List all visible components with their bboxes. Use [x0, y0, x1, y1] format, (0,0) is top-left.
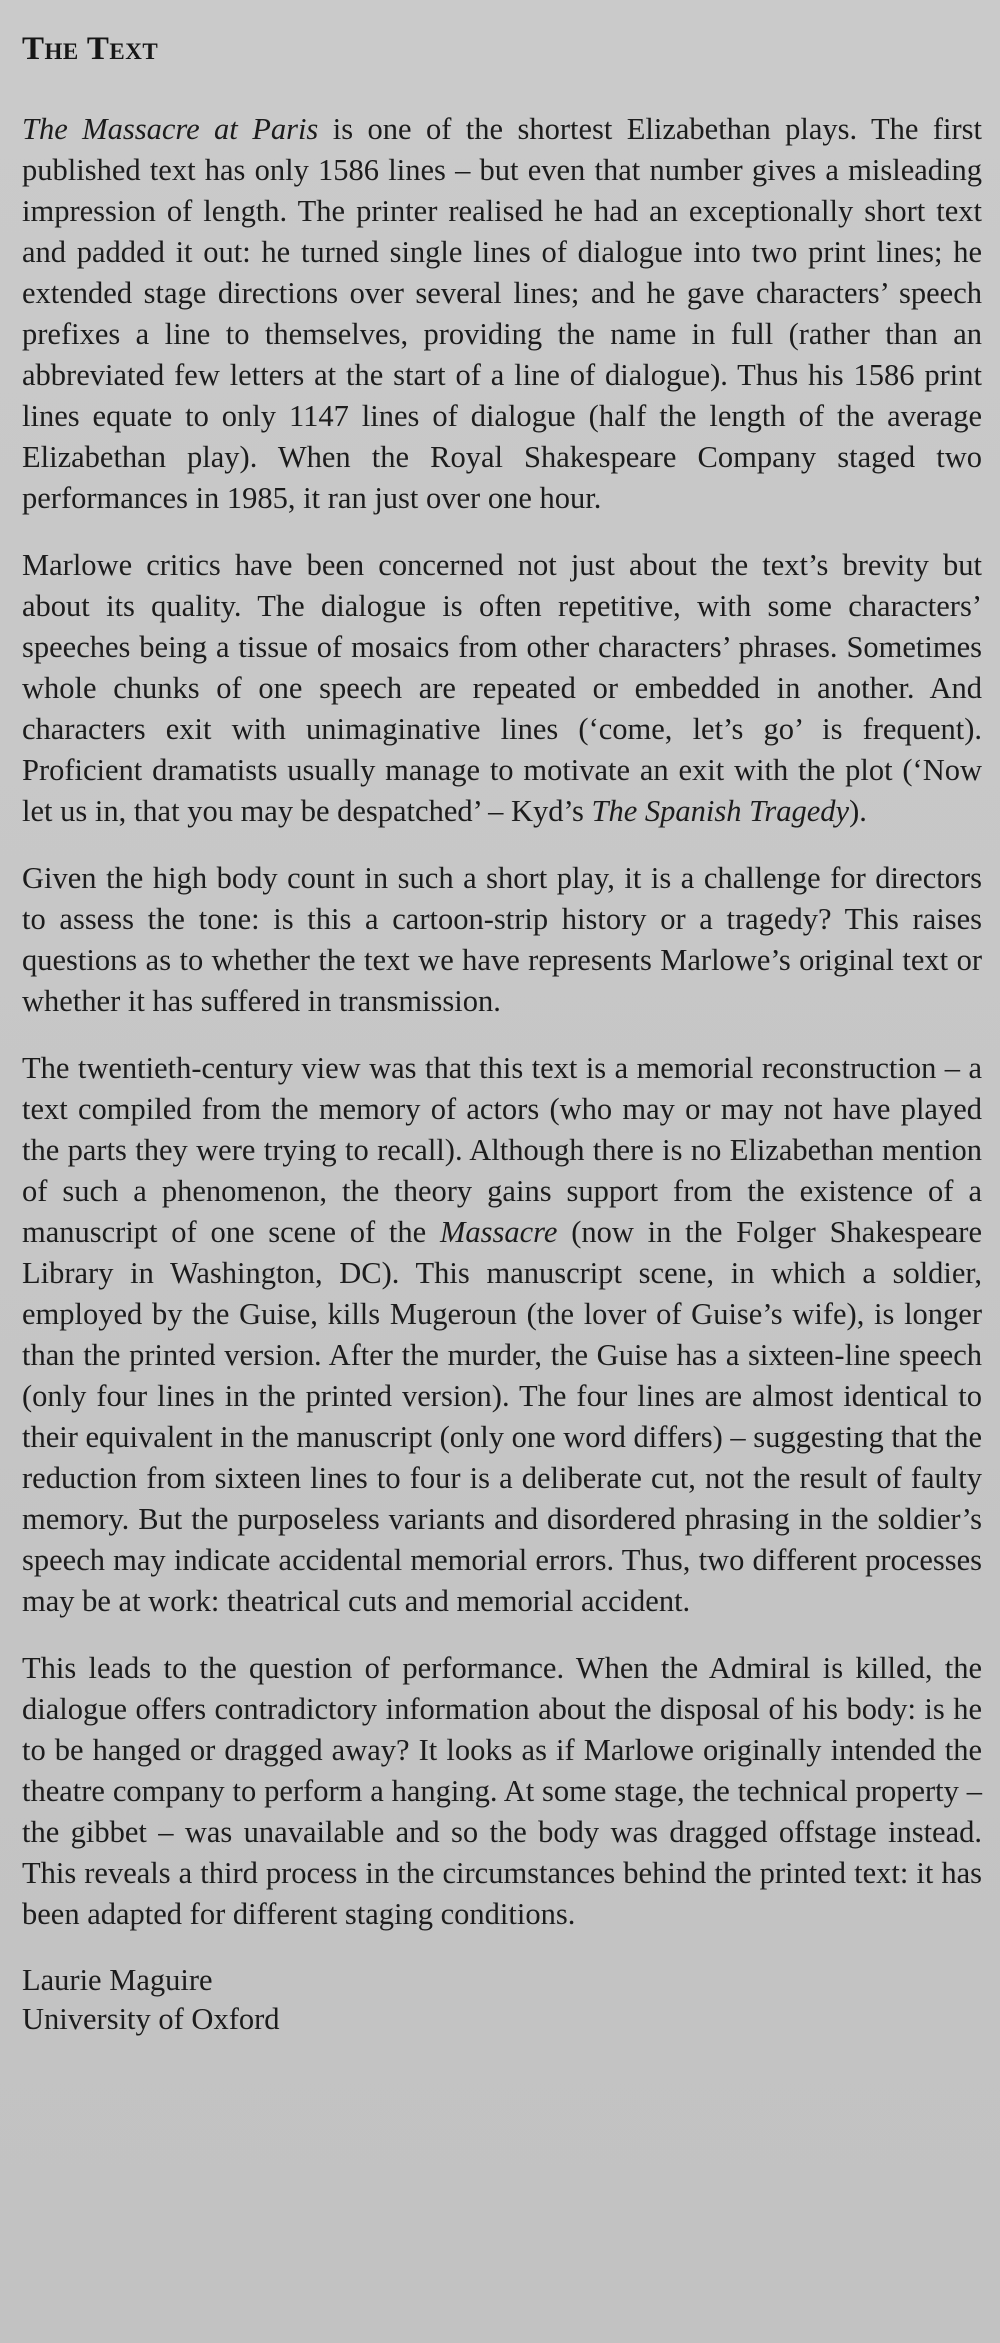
paragraph-text: This leads to the question of performance. When the Admiral is killed, the dialogue offers contradictory information about the disposal of his body: is he to be hanged or dragged away? It looks as if Marlowe originally intended the theatre company to perform a hanging. At some stage, the technical property – the gibbet – was unavailable and so the body was dragged offstage instead. This reveals a third process in the circumstances behind the printed text: it has been adapted for different staging conditions.: [22, 1651, 982, 1931]
paragraph-text: Given the high body count in such a short play, it is a challenge for directors to assess the tone: is this a cartoon-strip history or a tragedy? This raises questions as to whether the text we have represents Marlowe’s original text or whether it has suffered in transmission.: [22, 861, 982, 1018]
play-title: The Spanish Tragedy: [591, 794, 850, 828]
section-heading: The Text: [22, 31, 159, 67]
paragraph-text: (now in the Folger Shakespeare Library in Washington, DC). This manuscript scene, in which a soldier, employed by the Guise, kills Mugeroun (the lover of Guise’s wife), is longer than the printed version. After the murder, the Guise has a sixteen-line speech (only four lines in the printed version). The four lines are almost identical to their equivalent in the manuscript (only one word differs) – suggesting that the reduction from sixteen lines to four is a deliberate cut, not the result of faulty memory. But the purposeless variants and disordered phrasing in the soldier’s speech may indicate accidental memorial errors. Thus, two different processes may be at work: theatrical cuts and memorial accident.: [22, 1215, 982, 1618]
paragraph-3: [22, 858, 982, 1022]
body-text: [22, 109, 982, 1935]
paragraph-2: [22, 545, 982, 832]
paragraph-1: [22, 109, 982, 519]
author-signature: [22, 1961, 982, 2039]
paragraph-text: ).: [849, 794, 867, 828]
paragraph-4: [22, 1048, 982, 1622]
paragraph-5: [22, 1648, 982, 1935]
play-title: Massacre: [439, 1215, 558, 1249]
author-name: Laurie Maguire: [22, 1963, 213, 1997]
paragraph-text: Marlowe critics have been concerned not just about the text’s brevity but about its quality. The dialogue is often repetitive, with some characters’ speeches being a tissue of mosaics from other characters’ phrases. Sometimes whole chunks of one speech are repeated or embedded in another. And characters exit with unimaginative lines (‘come, let’s go’ is frequent). Proficient dramatists usually manage to motivate an exit with the plot (‘Now let us in, that you may be despatched’ – Kyd’s: [22, 548, 982, 828]
paragraph-text: is one of the shortest Elizabethan plays. The first published text has only 1586 lines – but even that number gives a misleading impression of length. The printer realised he had an exceptionally short text and padded it out: he turned single lines of dialogue into two print lines; he extended stage directions over several lines; and he gave characters’ speech prefixes a line to themselves, providing the name in full (rather than an abbreviated few letters at the start of a line of dialogue). Thus his 1586 print lines equate to only 1147 lines of dialogue (half the length of the average Elizabethan play). When the Royal Shakespeare Company staged two performances in 1985, it ran just over one hour.: [22, 112, 982, 515]
play-title: The Massacre at Paris: [22, 112, 319, 146]
author-affiliation: University of Oxford: [22, 2002, 280, 2036]
paragraph-text: The twentieth-century view was that this text is a memorial reconstruction – a text compiled from the memory of actors (who may or may not have played the parts they were trying to recall). Although there is no Elizabethan mention of such a phenomenon, the theory gains support from the existence of a manuscript of one scene of the: [22, 1051, 982, 1249]
